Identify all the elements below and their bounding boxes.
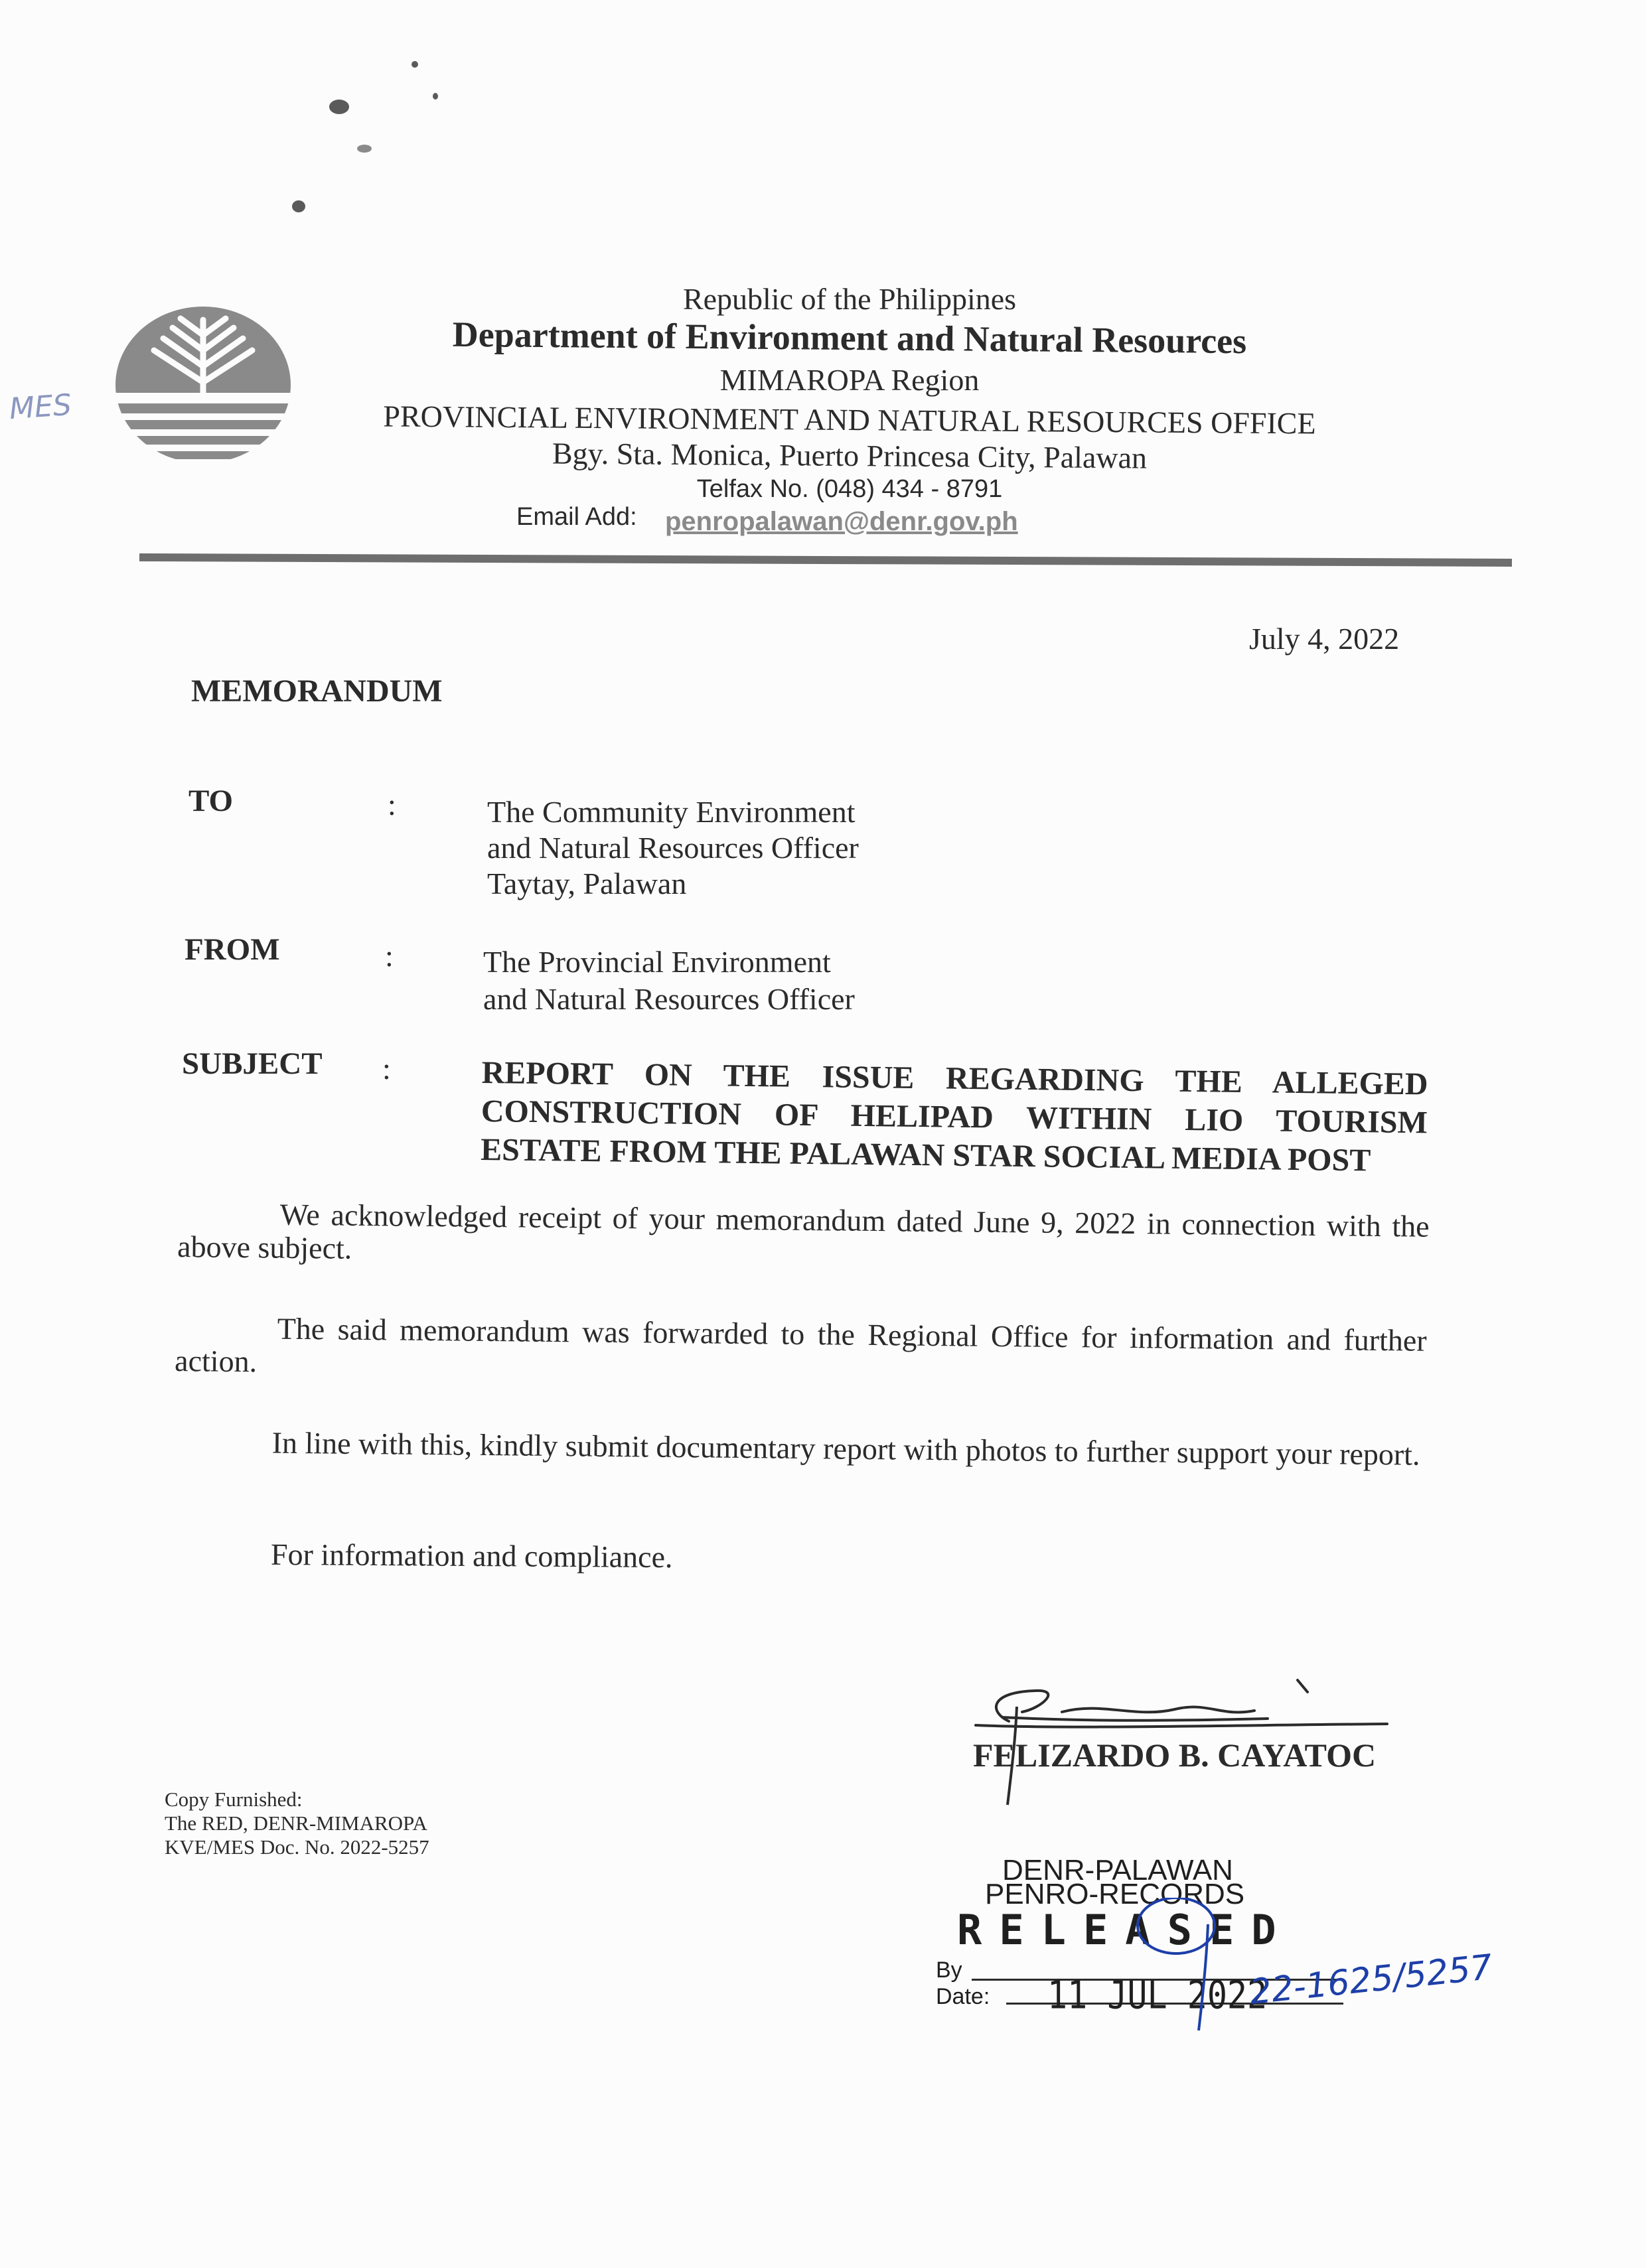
signatory-name: FELIZARDO B. CAYATOC [973, 1736, 1377, 1774]
header-divider [139, 553, 1512, 567]
body-paragraph-text: The said memorandum was forwarded to the Regional Office for information and further action. [174, 1311, 1427, 1379]
body-paragraph-text: In line with this, kindly submit documentary report with photos to further support your report. [271, 1425, 1420, 1472]
copy-furnished-label: Copy Furnished: [165, 1788, 303, 1811]
scan-smudge [412, 61, 418, 68]
scan-smudge [329, 100, 349, 114]
header-email-label: Email Add: [516, 503, 637, 531]
header-republic: Republic of the Philippines [682, 282, 1017, 316]
denr-logo-icon [114, 305, 292, 464]
to-line: and Natural Resources Officer [487, 831, 859, 865]
stamp-ink-marks [1128, 1898, 1228, 2037]
memo-date: July 4, 2022 [1249, 622, 1400, 656]
subject-label: SUBJECT [182, 1046, 323, 1081]
scan-smudge [433, 93, 438, 100]
stamp-date-value: 11 JUL 2022 [1047, 1973, 1268, 2018]
body-paragraph-text: We acknowledged receipt of your memorandum dated June 9, 2022 in connection with the above subject. [177, 1197, 1430, 1265]
to-line: Taytay, Palawan [487, 867, 687, 900]
from-line: and Natural Resources Officer [483, 982, 855, 1016]
scan-smudge [292, 200, 305, 212]
header-region: MIMAROPA Region [719, 363, 980, 397]
from-label: FROM [185, 932, 280, 967]
stamp-by-label: By [936, 1957, 962, 1983]
copy-furnished-doc-no: KVE/MES Doc. No. 2022-5257 [165, 1835, 429, 1859]
body-paragraph [173, 1425, 1425, 1472]
memo-title: MEMORANDUM [191, 673, 443, 709]
stamp-records: PENRO-RECORDS [985, 1878, 1245, 1910]
subject-colon: : [382, 1052, 391, 1086]
subject-text [481, 1054, 1428, 1180]
header-email-link[interactable]: penropalawan@denr.gov.ph [665, 507, 1018, 536]
from-line: The Provincial Environment [483, 945, 831, 979]
subject-line: ESTATE FROM THE PALAWAN STAR SOCIAL MEDIA POST [480, 1131, 1371, 1178]
stamp-office: DENR-PALAWAN [1002, 1854, 1233, 1886]
copy-furnished-recipient: The RED, DENR-MIMAROPA [165, 1811, 427, 1835]
header-department: Department of Environment and Natural Resources [452, 314, 1247, 362]
subject-line: REPORT ON THE ISSUE REGARDING THE ALLEGED [481, 1054, 1428, 1102]
scan-smudge [357, 145, 372, 153]
header-telfax: Telfax No. (048) 434 - 8791 [696, 475, 1003, 503]
subject-line: CONSTRUCTION OF HELIPAD WITHIN LIO TOURISM [481, 1093, 1428, 1141]
to-line: The Community Environment [487, 795, 856, 829]
stamp-handwritten-ref: 22-1625/5257 [1247, 1947, 1495, 2013]
to-colon: : [388, 788, 396, 821]
stamp-status: RELEASED [957, 1906, 1294, 1954]
header-address: Bgy. Sta. Monica, Puerto Princesa City, Palawan [552, 436, 1148, 475]
body-paragraph [175, 1311, 1427, 1391]
body-paragraph [177, 1197, 1430, 1277]
to-label: TO [188, 784, 234, 818]
from-colon: : [385, 939, 394, 973]
stamp-date-label: Date: [936, 1984, 990, 2009]
margin-initials: MES [8, 388, 73, 427]
body-closing: For information and compliance. [270, 1537, 673, 1575]
header-office: PROVINCIAL ENVIRONMENT AND NATURAL RESOURCES OFFICE [383, 399, 1316, 441]
